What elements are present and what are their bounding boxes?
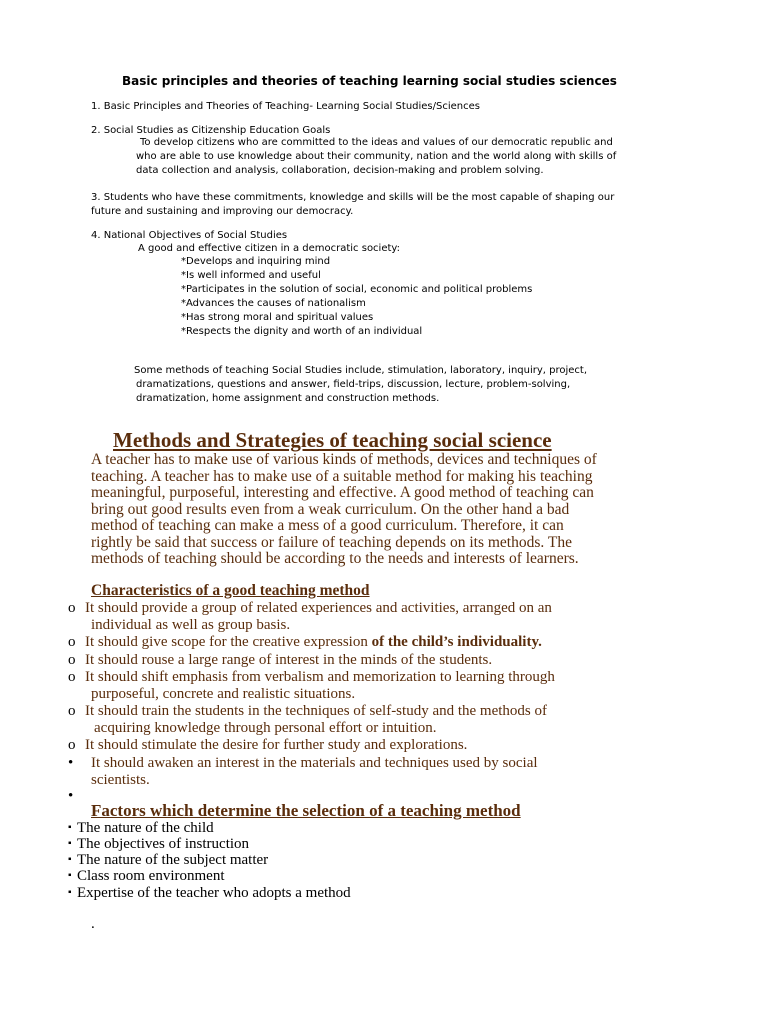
factor-text: The objectives of instruction [77, 836, 250, 852]
methods-note-line: dramatization, home assignment and construction methods. [136, 393, 440, 404]
outline-item-1: 1. Basic Principles and Theories of Teaching- Learning Social Studies/Sciences [91, 101, 480, 112]
factor-text: Class room environment [77, 868, 225, 884]
bullet-icon: • [68, 788, 74, 804]
outline-item-4-subheading: A good and effective citizen in a democratic society: [138, 243, 400, 254]
characteristic-text: It should stimulate the desire for further study and explorations. [85, 737, 468, 753]
intro-line: method of teaching can make a mess of a good curriculum. Therefore, it can [91, 517, 564, 534]
methods-note-line: dramatizations, questions and answer, field-trips, discussion, lecture, problem-solving, [136, 379, 571, 390]
objective-item: *Develops and inquiring mind [181, 256, 331, 267]
outline-item-2-heading: 2. Social Studies as Citizenship Education Goals [91, 125, 331, 136]
characteristic-text-cont: purposeful, concrete and realistic situations. [91, 686, 356, 702]
factor-text: The nature of the child [77, 820, 214, 836]
factor-item [68, 820, 214, 836]
outline-item-4-heading: 4. National Objectives of Social Studies [91, 230, 288, 241]
outline-item-2-line: who are able to use knowledge about their community, nation and the world along with skills of [136, 151, 617, 162]
outline-item-3-line: 3. Students who have these commitments, knowledge and skills will be the most capable of shaping our [91, 192, 615, 203]
objective-item: *Respects the dignity and worth of an individual [181, 326, 423, 337]
intro-line: bring out good results even from a weak curriculum. On the other hand a bad [91, 500, 570, 518]
objectives-list [181, 255, 532, 339]
outline-item-2-line: To develop citizens who are committed to the ideas and values of our democratic republic and [140, 137, 613, 148]
factor-text: Expertise of the teacher who adopts a method [77, 885, 351, 901]
factor-item [68, 885, 351, 901]
characteristic-text: It should shift emphasis from verbalism and memorization to learning through [85, 669, 555, 685]
section-title-methods: Methods and Strategies of teaching social science [113, 428, 552, 452]
objective-item: *Advances the causes of nationalism [181, 298, 366, 309]
outline-item-2-line: data collection and analysis, collaboration, decision-making and problem solving. [136, 165, 544, 176]
circle-bullet-icon: o [68, 634, 76, 650]
characteristic-text-cont: scientists. [91, 772, 150, 788]
characteristic-text: It should give scope for the creative expression [85, 634, 372, 650]
objective-item: *Has strong moral and spiritual values [181, 312, 374, 323]
characteristic-text: It should train the students in the techniques of self-study and the methods of [85, 703, 547, 719]
circle-bullet-icon: o [68, 652, 76, 668]
intro-line: rightly be said that success or failure of teaching depends on its methods. The [91, 533, 572, 551]
square-bullet-icon: ▪ [68, 822, 72, 833]
factor-item [68, 852, 268, 868]
square-bullet-icon: ▪ [68, 870, 72, 881]
characteristic-text-cont: individual as well as group basis. [91, 617, 291, 633]
factors-heading: Factors which determine the selection of a teaching method [91, 801, 521, 820]
intro-line: meaningful, purposeful, interesting and effective. A good method of teaching can [91, 484, 594, 501]
characteristic-text: It should awaken an interest in the materials and techniques used by social [91, 755, 538, 771]
outline-item-2-body [136, 136, 616, 178]
outline-item-3 [91, 191, 614, 219]
characteristic-text-bold: of the child’s individuality. [371, 634, 542, 650]
circle-bullet-icon: o [68, 703, 76, 719]
square-bullet-icon: ▪ [68, 887, 72, 898]
circle-bullet-icon: o [68, 669, 76, 685]
characteristic-text: It should provide a group of related experiences and activities, arranged on an [85, 600, 552, 616]
objective-item: *Is well informed and useful [181, 270, 321, 281]
bullet-icon: • [68, 755, 74, 771]
objective-item: *Participates in the solution of social, economic and political problems [181, 284, 533, 295]
outline-item-3-line: future and sustaining and improving our democracy. [91, 206, 354, 217]
intro-line: teaching. A teacher has to make use of a suitable method for making his teaching [91, 467, 593, 485]
intro-line: A teacher has to make use of various kinds of methods, devices and techniques of [91, 451, 597, 468]
square-bullet-icon: ▪ [68, 854, 72, 865]
trailing-period: . [91, 916, 95, 932]
document-title: Basic principles and theories of teaching learning social studies sciences [122, 74, 617, 88]
factor-text: The nature of the subject matter [77, 852, 269, 868]
circle-bullet-icon: o [68, 600, 76, 616]
characteristics-heading: Characteristics of a good teaching method [91, 582, 370, 599]
methods-note [134, 364, 587, 406]
circle-bullet-icon: o [68, 737, 76, 753]
characteristic-text: It should rouse a large range of interest in the minds of the students. [85, 652, 493, 668]
factor-item [68, 836, 249, 852]
intro-line: methods of teaching should be according to the needs and interests of learners. [91, 550, 579, 567]
factor-item [68, 868, 224, 884]
square-bullet-icon: ▪ [68, 838, 72, 849]
methods-intro-paragraph [91, 452, 681, 568]
methods-note-line: Some methods of teaching Social Studies include, stimulation, laboratory, inquiry, project, [134, 365, 588, 376]
characteristic-text-cont: acquiring knowledge through personal effort or intuition. [94, 720, 437, 736]
